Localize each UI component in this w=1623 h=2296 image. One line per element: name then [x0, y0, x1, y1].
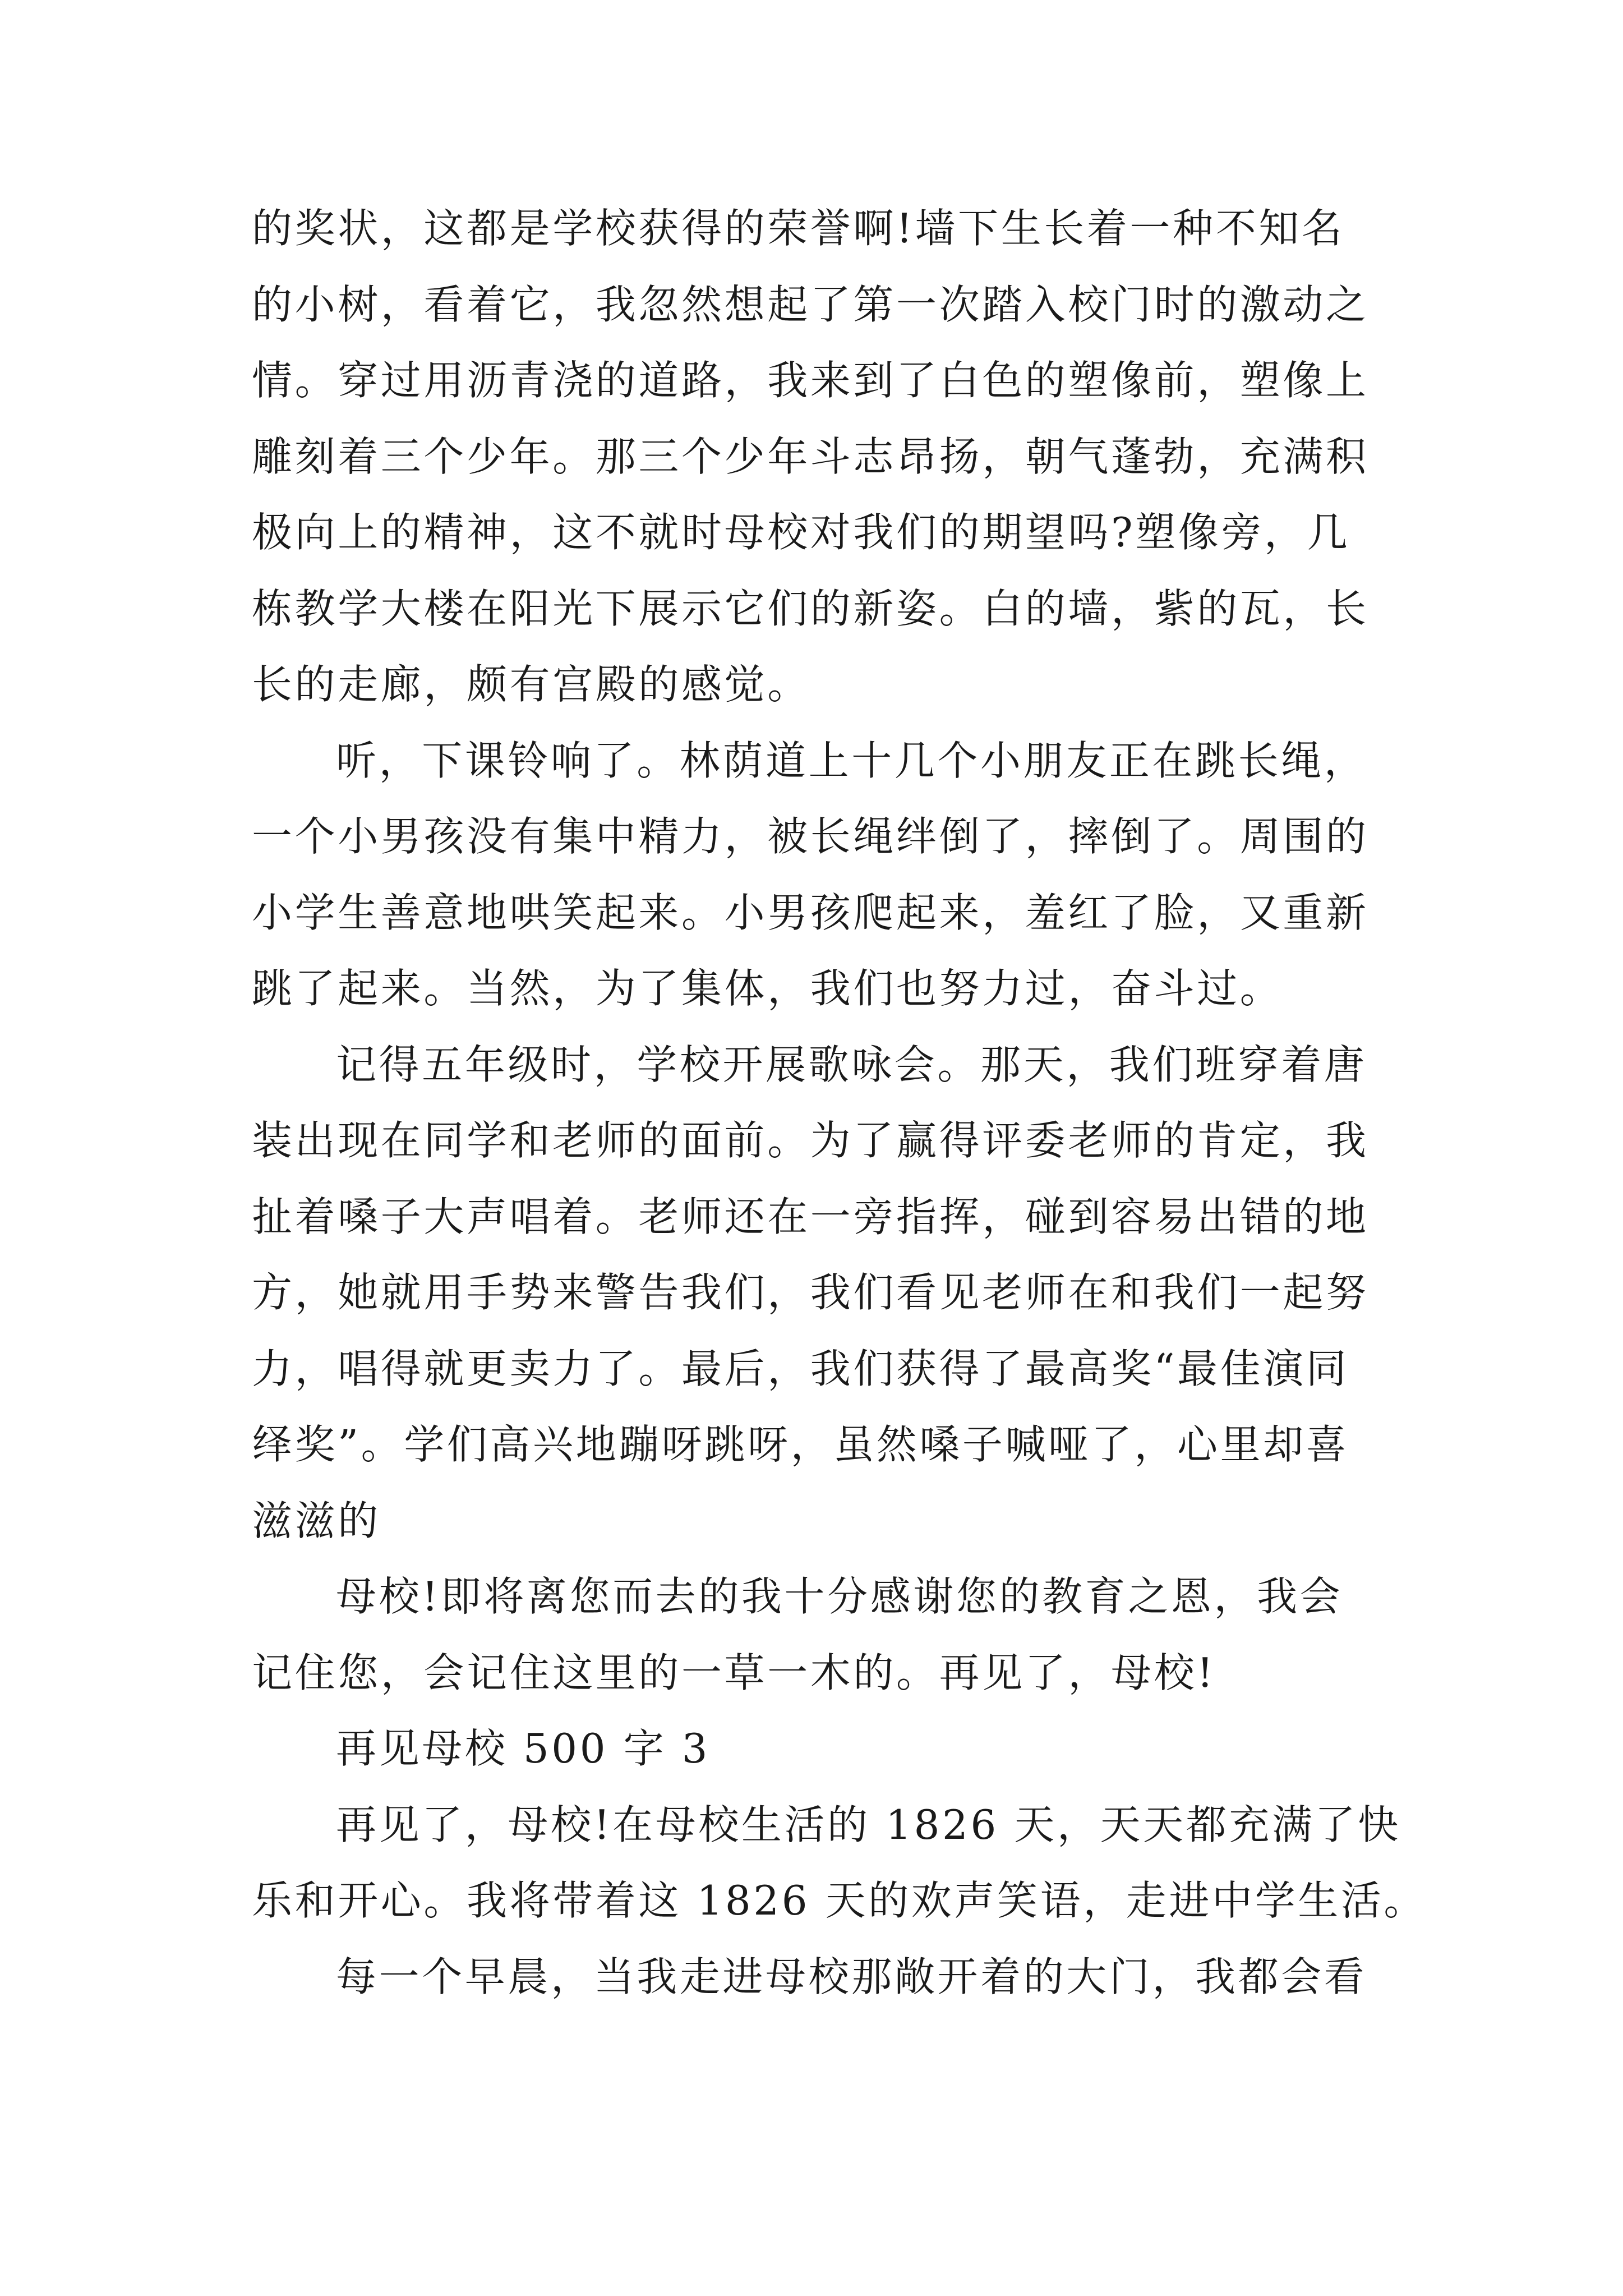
paragraph-first-line: 记得五年级时，学校开展歌咏会。那天，我们班穿着唐 — [336, 1041, 1367, 1088]
paragraph-first-line: 母校!即将离您而去的我十分感谢您的教育之恩，我会 — [336, 1573, 1343, 1620]
text-line: 乐和开心。我将带着这 1826 天的欢声笑语，走进中学生活。 — [252, 1877, 1427, 1924]
text-line: 跳了起来。当然，为了集体，我们也努力过，奋斗过。 — [252, 965, 1283, 1012]
text-line: 长的走廊，颇有宫殿的感觉。 — [252, 661, 810, 708]
text-line: 小学生善意地哄笑起来。小男孩爬起来，羞红了脸，又重新 — [252, 889, 1369, 936]
text-line: 一个小男孩没有集中精力，被长绳绊倒了，摔倒了。周围的 — [252, 813, 1369, 860]
text-line: 力，唱得就更卖力了。最后，我们获得了最高奖“最佳演同 — [252, 1345, 1349, 1392]
paragraph-first-line: 听，下课铃响了。林荫道上十几个小朋友正在跳长绳， — [336, 737, 1367, 784]
document-body — [252, 191, 1427, 2015]
paragraph-first-line: 再见了，母校!在母校生活的 1826 天，天天都充满了快 — [336, 1801, 1401, 1848]
text-line: 情。穿过用沥青浇的道路，我来到了白色的塑像前，塑像上 — [252, 357, 1369, 404]
text-line: 扯着嗓子大声唱着。老师还在一旁指挥，碰到容易出错的地 — [252, 1193, 1369, 1240]
text-line: 装出现在同学和老师的面前。为了赢得评委老师的肯定，我 — [252, 1117, 1369, 1164]
text-line: 方，她就用手势来警告我们，我们看见老师在和我们一起努 — [252, 1269, 1369, 1316]
text-line: 的小树，看着它，我忽然想起了第一次踏入校门时的激动之 — [252, 280, 1369, 328]
text-line: 的奖状，这都是学校获得的荣誉啊!墙下生长着一种不知名 — [252, 205, 1345, 252]
text-line: 绎奖”。学们高兴地蹦呀跳呀，虽然嗓子喊哑了，心里却喜 — [252, 1421, 1349, 1468]
text-line: 栋教学大楼在阳光下展示它们的新姿。白的墙，紫的瓦，长 — [252, 585, 1369, 632]
text-line: 极向上的精神，这不就时母校对我们的期望吗?塑像旁，几 — [252, 509, 1350, 556]
section-heading: 再见母校 500 字 3 — [336, 1725, 711, 1772]
paragraph-first-line: 每一个早晨，当我走进母校那敞开着的大门，我都会看 — [336, 1953, 1367, 2000]
text-line: 记住您，会记住这里的一草一木的。再见了，母校! — [252, 1649, 1216, 1696]
text-line: 滋滋的 — [252, 1497, 381, 1544]
text-line: 雕刻着三个少年。那三个少年斗志昂扬，朝气蓬勃，充满积 — [252, 432, 1369, 480]
